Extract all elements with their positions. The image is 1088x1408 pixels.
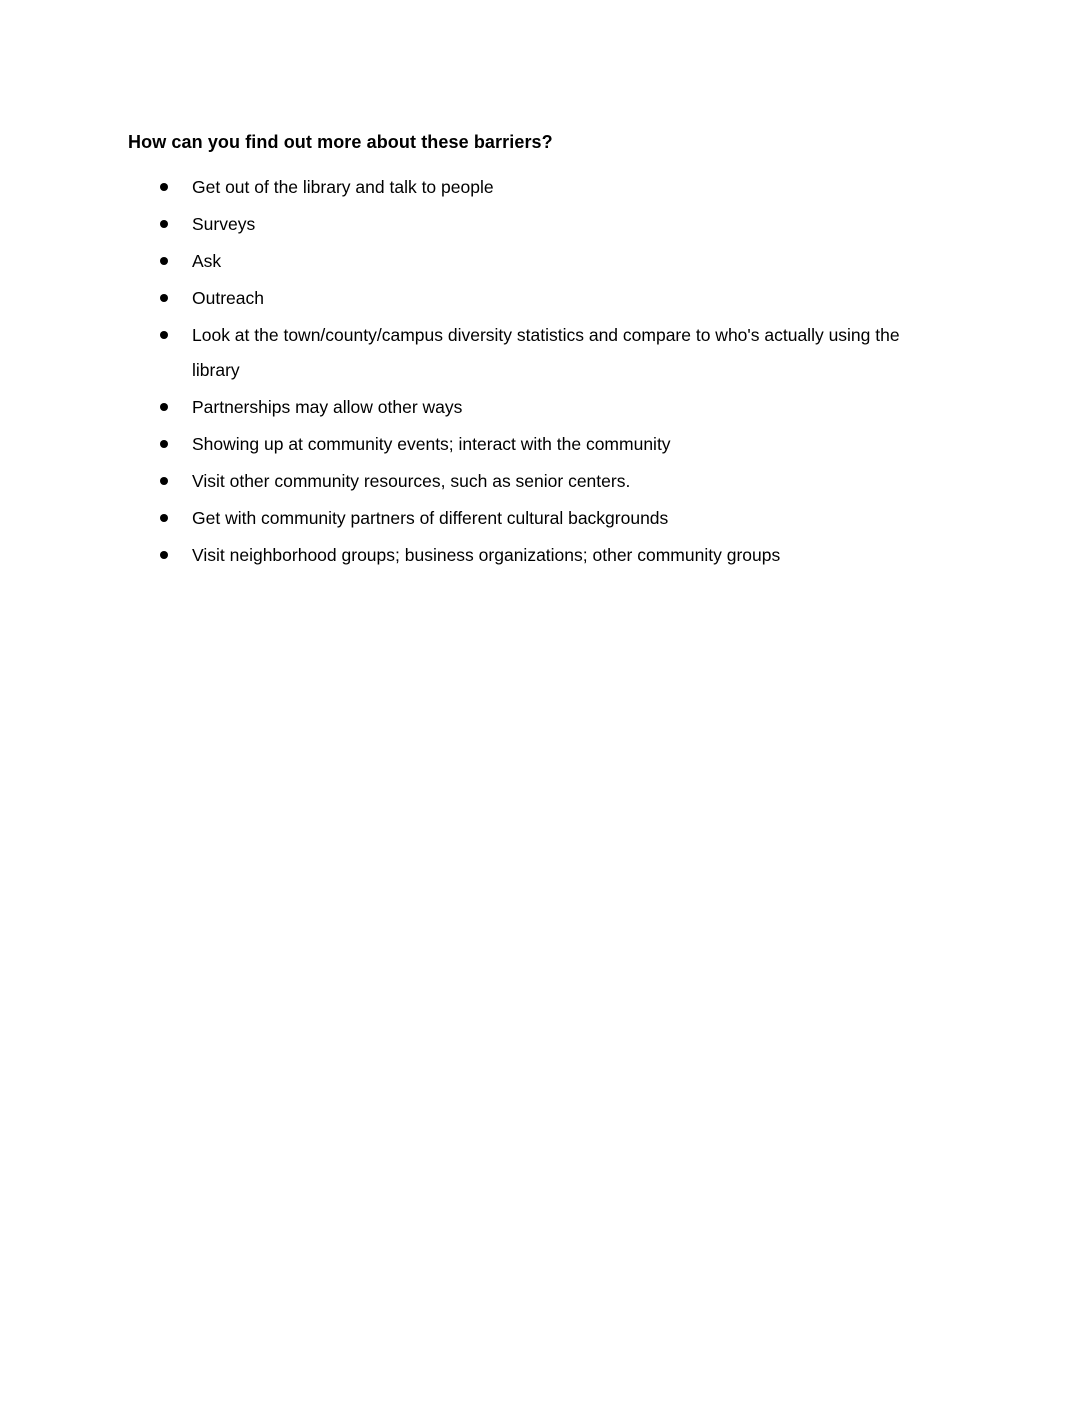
list-item xyxy=(0,390,1088,425)
list-item xyxy=(0,427,1088,462)
bullet-list xyxy=(0,170,1088,575)
list-item-text: Surveys xyxy=(192,214,256,234)
list-item-text: Get out of the library and talk to people xyxy=(192,177,494,197)
list-item-text: Ask xyxy=(192,251,222,271)
list-item-text: Visit other community resources, such as senior centers. xyxy=(192,471,631,491)
list-item xyxy=(0,538,1088,573)
list-item xyxy=(0,318,1088,388)
bullet-icon xyxy=(160,551,168,559)
list-item-text: Visit neighborhood groups; business organizations; other community groups xyxy=(192,545,781,565)
list-item xyxy=(0,207,1088,242)
list-item-text: Look at the town/county/campus diversity statistics and compare to who's actually using the library xyxy=(192,325,900,380)
bullet-icon xyxy=(160,220,168,228)
list-item xyxy=(0,281,1088,316)
list-item-text: Get with community partners of different cultural backgrounds xyxy=(192,508,669,528)
bullet-icon xyxy=(160,183,168,191)
list-item-text: Showing up at community events; interact with the community xyxy=(192,434,671,454)
bullet-icon xyxy=(160,403,168,411)
list-item-text: Partnerships may allow other ways xyxy=(192,397,463,417)
list-item-text: Outreach xyxy=(192,288,264,308)
list-item xyxy=(0,170,1088,205)
list-item xyxy=(0,501,1088,536)
bullet-icon xyxy=(160,257,168,265)
bullet-icon xyxy=(160,514,168,522)
list-item xyxy=(0,464,1088,499)
bullet-icon xyxy=(160,294,168,302)
list-item xyxy=(0,244,1088,279)
bullet-icon xyxy=(160,440,168,448)
bullet-icon xyxy=(160,331,168,339)
bullet-icon xyxy=(160,477,168,485)
page-heading: How can you find out more about these barriers? xyxy=(128,132,553,152)
